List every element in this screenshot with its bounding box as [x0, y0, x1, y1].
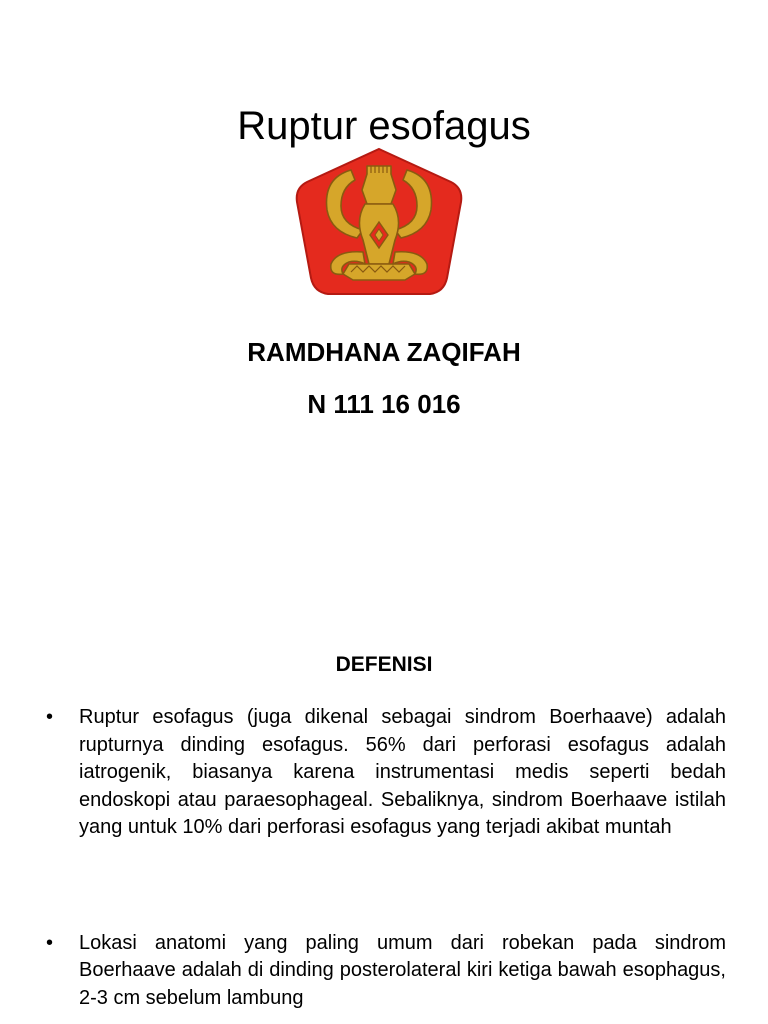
student-id: N 111 16 016 — [307, 389, 461, 419]
bullet-marker: • — [46, 706, 54, 728]
university-emblem-icon — [293, 146, 465, 302]
definition-slide — [0, 600, 768, 1024]
list-item — [40, 704, 726, 842]
author-name: RAMDHANA ZAQIFAH — [247, 337, 521, 367]
section-heading: DEFENISI — [335, 653, 433, 677]
list-item — [40, 930, 726, 1013]
bullet-text: Lokasi anatomi yang paling umum dari robekan pada sindrom Boerhaave adalah di dinding posterolateral kiri ketiga bawah esophagus, 2-3 cm sebelum lambung — [79, 931, 726, 1009]
page-title: Ruptur esofagus — [237, 103, 531, 148]
bullet-marker: • — [46, 931, 54, 954]
bullet-list — [40, 704, 726, 1012]
bullet-text: Ruptur esofagus (juga dikenal sebagai sindrom Boerhaave) adalah rupturnya dinding esofagus. 56% dari perforasi esofagus adalah iatrogenik, biasanya karena instrumentasi medis seperti bedah endoskopi atau paraesophageal. Sebaliknya, sindrom Boerhaave istilah yang untuk 10% dari perforasi esofagus yang terjadi akibat muntah — [79, 706, 726, 838]
